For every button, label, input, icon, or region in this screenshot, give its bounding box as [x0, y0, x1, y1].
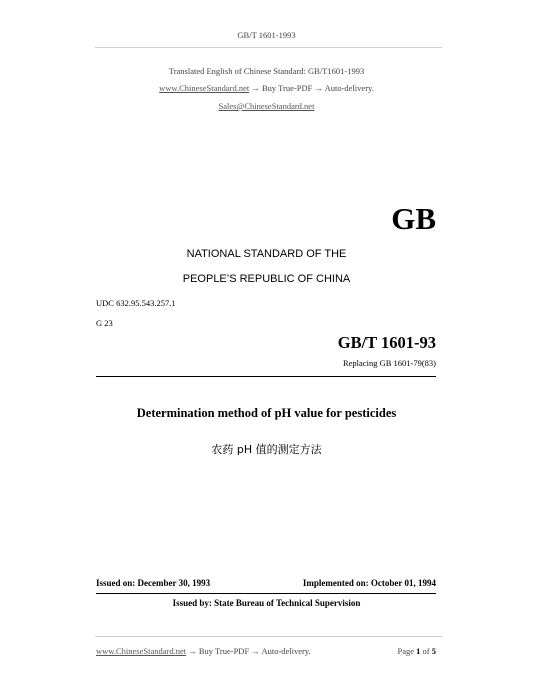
footer-links	[96, 646, 311, 656]
replacing-note: Replacing GB 1601-79(83)	[342, 358, 436, 368]
udc-code: UDC 632.95.543.257.1	[96, 298, 176, 308]
header-divider	[95, 47, 442, 48]
issued-by: Issued by: State Bureau of Technical Supervision	[172, 598, 361, 608]
page-total: 5	[431, 646, 436, 656]
running-header: GB/T 1601-1993	[237, 30, 296, 40]
standard-number: GB/T 1601-93	[337, 333, 436, 352]
sales-line	[0, 101, 533, 111]
footer-site-link[interactable]: www.ChineseStandard.net	[96, 646, 187, 656]
title-divider	[96, 376, 436, 377]
sales-email-link[interactable]: Sales@ChineseStandard.net	[218, 101, 315, 111]
document-title-cn: 农药 pH 值的测定方法	[211, 443, 322, 456]
site-link[interactable]: www.ChineseStandard.net	[159, 83, 250, 93]
footer-buy-text: → Buy True-PDF → Auto-delivery.	[188, 646, 311, 656]
gb-logo: GB	[391, 201, 436, 236]
issuer-divider	[96, 593, 436, 594]
of-label: of	[422, 646, 430, 656]
country-line: PEOPLE’S REPUBLIC OF CHINA	[182, 273, 351, 285]
national-standard-line: NATIONAL STANDARD OF THE	[186, 248, 347, 260]
page-label: Page	[397, 646, 415, 656]
document-title-en: Determination method of pH value for pesticides	[136, 406, 397, 420]
translation-note: Translated English of Chinese Standard: GB/T1601-1993	[168, 66, 365, 76]
page-indicator	[398, 646, 437, 656]
footer-divider	[95, 636, 442, 637]
implemented-on-date: Implemented on: October 01, 1994	[302, 578, 436, 588]
classification-code: G 23	[96, 318, 113, 328]
buy-text: → Buy True-PDF → Auto-delivery.	[251, 83, 374, 93]
page-number: 1	[416, 646, 421, 656]
issued-on-date: Issued on: December 30, 1993	[96, 578, 211, 588]
buy-line	[0, 83, 533, 93]
